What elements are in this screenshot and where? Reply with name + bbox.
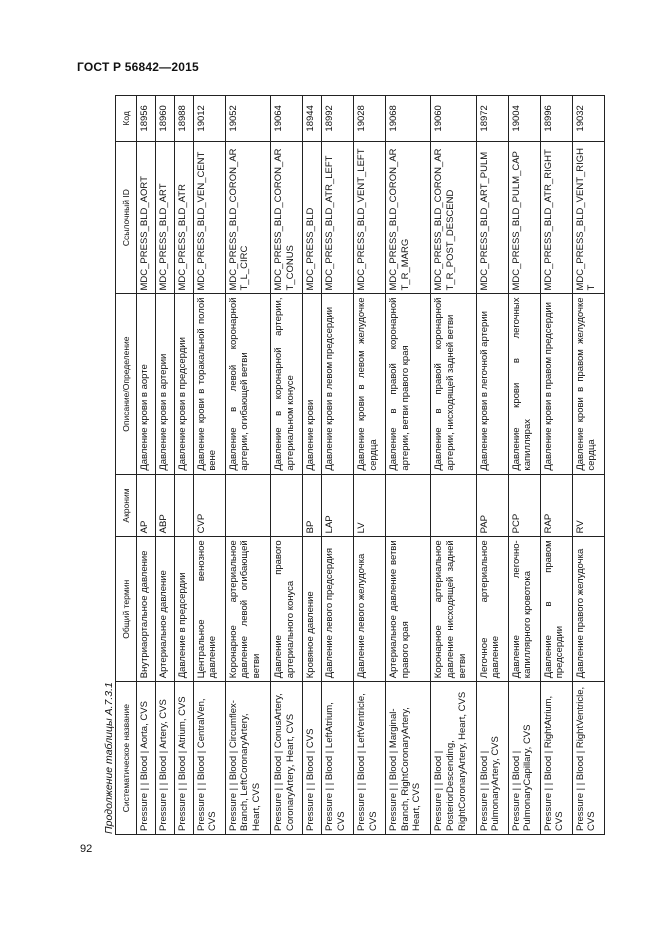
- cell-description: Давление крови в левом предсердии: [321, 294, 353, 474]
- table-row: [476, 96, 508, 835]
- cell-description: Давление крови в правом предсердии: [540, 294, 572, 474]
- cell-description: Давление в левой коронарной артерии, огибающей ветви: [225, 294, 270, 474]
- cell-common-term: Давление правого артериального конуса: [270, 537, 302, 682]
- table-row: [155, 96, 174, 835]
- table-row: [193, 96, 225, 835]
- table-row: [270, 96, 302, 835]
- table-container: [115, 95, 605, 835]
- cell-common-term: Давление левого предсердия: [321, 537, 353, 682]
- cell-code: 18992: [321, 96, 353, 142]
- cell-code: 18944: [303, 96, 322, 142]
- cell-acronym: AP: [137, 474, 156, 537]
- cell-systematic-name: Pressure | | Blood | PulmonaryArtery, CVS: [476, 682, 508, 835]
- cell-acronym: [174, 474, 193, 537]
- cell-reference-id: MDC_PRESS_BLD_AORT: [137, 141, 156, 294]
- header-code: Код: [116, 96, 137, 142]
- cell-common-term: Центральное венозное давление: [193, 537, 225, 682]
- page-number: 92: [80, 843, 93, 855]
- cell-reference-id: MDC_PRESS_BLD_ATR_RIGHT: [540, 141, 572, 294]
- table-row: [540, 96, 572, 835]
- cell-common-term: Давление правого желудочка: [572, 537, 604, 682]
- cell-acronym: [225, 474, 270, 537]
- cell-code: 19068: [386, 96, 431, 142]
- cell-common-term: Давление легочно-капиллярного кровотока: [508, 537, 540, 682]
- cell-acronym: PCP: [508, 474, 540, 537]
- cell-reference-id: MDC_PRESS_BLD_ATR_LEFT: [321, 141, 353, 294]
- cell-code: 19032: [572, 96, 604, 142]
- table-row: [508, 96, 540, 835]
- header-acronym: Акроним: [116, 474, 137, 537]
- cell-description: Давление крови в правом желудочке сердца: [572, 294, 604, 474]
- cell-acronym: [386, 474, 431, 537]
- cell-systematic-name: Pressure | | Blood | CentralVen, CVS: [193, 682, 225, 835]
- cell-systematic-name: Pressure | | Blood | Atrium, CVS: [174, 682, 193, 835]
- cell-reference-id: MDC_PRESS_BLD_PULM_CAP: [508, 141, 540, 294]
- cell-description: Давление крови: [303, 294, 322, 474]
- cell-systematic-name: Pressure | | Blood | LeftVentricle, CVS: [354, 682, 386, 835]
- cell-code: 19012: [193, 96, 225, 142]
- cell-reference-id: MDC_PRESS_BLD_CORON_ART_R_POST_DESCEND: [431, 141, 476, 294]
- cell-acronym: RAP: [540, 474, 572, 537]
- cell-code: 19052: [225, 96, 270, 142]
- cell-description: Давление крови в аорте: [137, 294, 156, 474]
- cell-common-term: Кровяное давление: [303, 537, 322, 682]
- cell-acronym: LAP: [321, 474, 353, 537]
- cell-reference-id: MDC_PRESS_BLD_CORON_ART_L_CIRC: [225, 141, 270, 294]
- cell-code: 18956: [137, 96, 156, 142]
- cell-reference-id: MDC_PRESS_BLD: [303, 141, 322, 294]
- cell-reference-id: MDC_PRESS_BLD_ART_PULM: [476, 141, 508, 294]
- cell-description: Давление в коронарной артерии, артериальном конусе: [270, 294, 302, 474]
- cell-description: Давление крови в предсердии: [174, 294, 193, 474]
- data-table: [115, 95, 605, 835]
- cell-code: 19028: [354, 96, 386, 142]
- cell-systematic-name: Pressure | | Blood | ConusArtery, CoronaryArtery, Heart, CVS: [270, 682, 302, 835]
- header-row: [116, 96, 137, 835]
- cell-common-term: Давление в предсердии: [174, 537, 193, 682]
- cell-common-term: Давление левого желудочка: [354, 537, 386, 682]
- cell-code: 19064: [270, 96, 302, 142]
- table-row: [321, 96, 353, 835]
- header-systematic-name: Систематическое название: [116, 682, 137, 835]
- cell-acronym: [431, 474, 476, 537]
- cell-reference-id: MDC_PRESS_BLD_CORON_ART_CONUS: [270, 141, 302, 294]
- cell-systematic-name: Pressure | | Blood | CVS: [303, 682, 322, 835]
- cell-common-term: Артериальное давление ветви правого края: [386, 537, 431, 682]
- cell-description: Давление крови в левом желудочке сердца: [354, 294, 386, 474]
- cell-acronym: RV: [572, 474, 604, 537]
- cell-code: 18972: [476, 96, 508, 142]
- cell-common-term: Коронарное артериальное давление левой огибающей ветви: [225, 537, 270, 682]
- document-header: ГОСТ Р 56842—2015: [77, 60, 199, 74]
- cell-reference-id: MDC_PRESS_BLD_VEN_CENT: [193, 141, 225, 294]
- cell-acronym: LV: [354, 474, 386, 537]
- cell-description: Давление в правой коронарной артерии, нисходящей задней ветви: [431, 294, 476, 474]
- cell-common-term: Давление в правом предсердии: [540, 537, 572, 682]
- cell-systematic-name: Pressure | | Blood | PulmonaryCapillary, CVS: [508, 682, 540, 835]
- cell-code: 19004: [508, 96, 540, 142]
- cell-acronym: [270, 474, 302, 537]
- cell-common-term: Легочное артериальное давление: [476, 537, 508, 682]
- cell-acronym: ABP: [155, 474, 174, 537]
- cell-code: 18988: [174, 96, 193, 142]
- cell-systematic-name: Pressure | | Blood | Marginal-Branch, RightCoronaryArtery, Heart, CVS: [386, 682, 431, 835]
- cell-description: Давление крови в легочных капиллярах: [508, 294, 540, 474]
- cell-description: Давление крови в легочной артерии: [476, 294, 508, 474]
- cell-description: Давление крови в торакальной полой вене: [193, 294, 225, 474]
- cell-systematic-name: Pressure | | Blood | PosteriorDescending, RightCoronaryArtery, Heart, CVS: [431, 682, 476, 835]
- cell-systematic-name: Pressure | | Blood | RightAtrium, CVS: [540, 682, 572, 835]
- cell-description: Давление в правой коронарной артерии, ветви правого края: [386, 294, 431, 474]
- cell-systematic-name: Pressure | | Blood | Artery, CVS: [155, 682, 174, 835]
- cell-common-term: Коронарное артериальное давление нисходящей задней ветви: [431, 537, 476, 682]
- header-reference-id: Ссылочный ID: [116, 141, 137, 294]
- table-caption: Продолжение таблицы А.7.3.1: [103, 682, 115, 834]
- table-row: [354, 96, 386, 835]
- cell-common-term: Артериальное давление: [155, 537, 174, 682]
- table-row: [386, 96, 431, 835]
- table-row: [225, 96, 270, 835]
- header-common-term: Общий термин: [116, 537, 137, 682]
- cell-reference-id: MDC_PRESS_BLD_ART: [155, 141, 174, 294]
- cell-code: 18960: [155, 96, 174, 142]
- cell-description: Давление крови в артерии: [155, 294, 174, 474]
- cell-acronym: BP: [303, 474, 322, 537]
- cell-acronym: PAP: [476, 474, 508, 537]
- table-rotator: [115, 95, 605, 835]
- table-row: [137, 96, 156, 835]
- cell-acronym: CVP: [193, 474, 225, 537]
- cell-reference-id: MDC_PRESS_BLD_VENT_LEFT: [354, 141, 386, 294]
- cell-reference-id: MDC_PRESS_BLD_ATR: [174, 141, 193, 294]
- cell-systematic-name: Pressure | | Blood | Aorta, CVS: [137, 682, 156, 835]
- table-row: [303, 96, 322, 835]
- cell-code: 18996: [540, 96, 572, 142]
- cell-systematic-name: Pressure | | Blood | LeftAtrium, CVS: [321, 682, 353, 835]
- cell-reference-id: MDC_PRESS_BLD_VENT_RIGHT: [572, 141, 604, 294]
- table-body: [137, 96, 605, 835]
- header-description: Описание/Определение: [116, 294, 137, 474]
- cell-code: 19060: [431, 96, 476, 142]
- table-row: [572, 96, 604, 835]
- cell-systematic-name: Pressure | | Blood | Circumflex-Branch, LeftCoronaryArtery, Heart, CVS: [225, 682, 270, 835]
- table-row: [431, 96, 476, 835]
- cell-reference-id: MDC_PRESS_BLD_CORON_ART_R_MARG: [386, 141, 431, 294]
- cell-common-term: Внутриаортальное давление: [137, 537, 156, 682]
- cell-systematic-name: Pressure | | Blood | RightVentricle, CVS: [572, 682, 604, 835]
- table-header: [116, 96, 137, 835]
- table-row: [174, 96, 193, 835]
